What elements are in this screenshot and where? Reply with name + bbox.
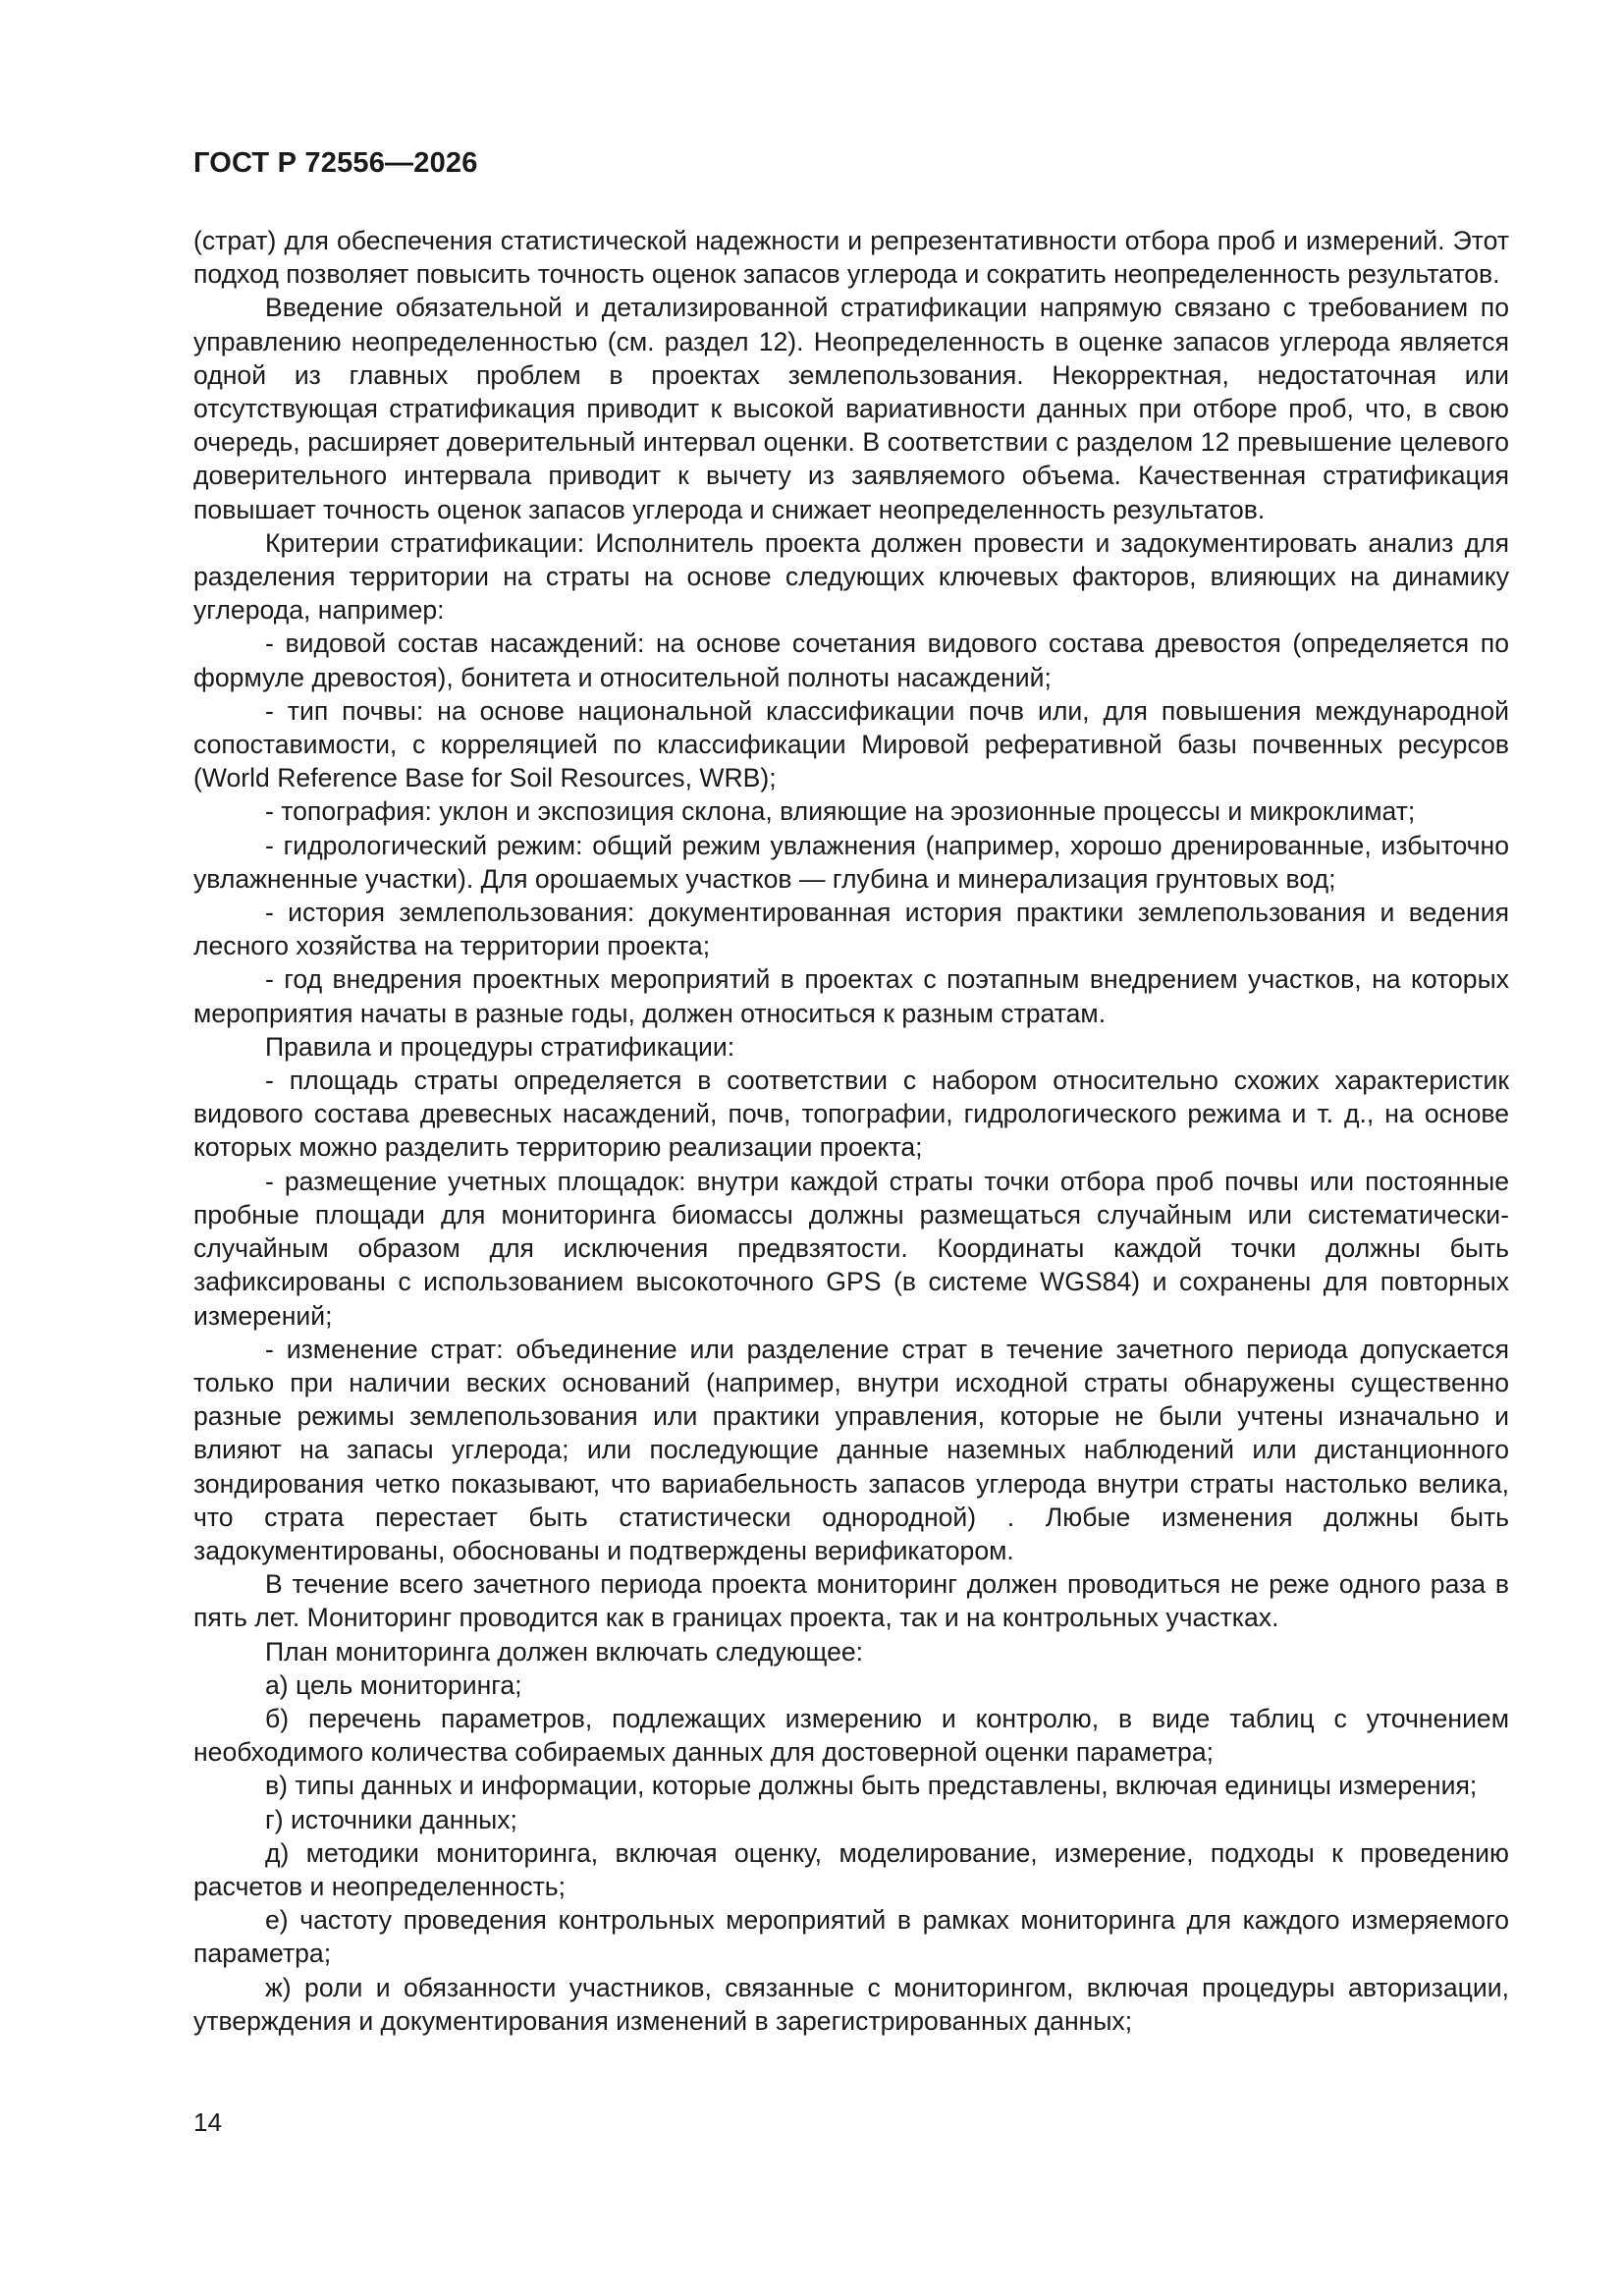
document-code-header: ГОСТ Р 72556—2026	[193, 147, 478, 179]
list-item-a: а) цель мониторинга;	[265, 1669, 522, 1700]
paragraph-1: (страт) для обеспечения статистической надежности и репрезентативности отбора проб и измерений. Этот подход позволяет повысить точность оценок запасов углерода и сократить неопределенность результатов.	[193, 226, 1509, 290]
paragraph-2: Введение обязательной и детализированной стратификации напрямую связано с требованием по управлению неопределенностью (см. раздел 12). Неопределенность в оценке запасов углерода является одной из главных проблем в проектах землепользования. Некорректная, недостаточная или отсутствующая стратификация приводит к высокой вариативности данных при отборе проб, что, в свою очередь, расширяет доверительный интервал оценки. В соответствии с разделом 12 превышение целевого доверительного интервала приводит к вычету из заявляемого объема. Качественная стратификация повышает точность оценок запасов углерода и снижает неопределенность результатов.	[193, 293, 1509, 524]
list-item-hydrology: - гидрологический режим: общий режим увлажнения (например, хорошо дренированные, избыточно увлажненные участки). Для орошаемых участков — глубина и минерализация грунтовых вод;	[193, 830, 1509, 894]
list-item-soil: - тип почвы: на основе национальной классификации почв или, для повышения международной сопоставимости, с корреляцией по классификации Мировой реферативной базы почвенных ресурсов (World Reference Base for Soil Resources, WRB);	[193, 695, 1509, 793]
list-item-g: г) источники данных;	[265, 1804, 517, 1834]
list-item-zh: ж) роли и обязанности участников, связанные с мониторингом, включая процедуры авторизации, утверждения и документирования изменений в зарегистрированных данных;	[193, 1972, 1509, 2036]
list-item-topography: - топография: уклон и экспозиция склона, влияющие на эрозионные процессы и микроклимат;	[265, 796, 1416, 827]
list-item-implementation-year: - год внедрения проектных мероприятий в проектах с поэтапным внедрением участков, на которых мероприятия начаты в разные годы, должен относиться к разным стратам.	[193, 964, 1509, 1028]
body-text	[193, 224, 1509, 2038]
list-item-stratum-change: - изменение страт: объединение или разделение страт в течение зачетного периода допускается только при наличии веских оснований (например, внутри исходной страты обнаружены существенно разные режимы землепользования или практики управления, которые не были учтены изначально и влияют на запасы углерода; или последующие данные наземных наблюдений или дистанционного зондирования четко показывают, что вариабельность запасов углерода внутри страты настолько велика, что страта перестает быть статистически однородной) . Любые изменения должны быть задокументированы, обоснованы и подтверждены верификатором.	[193, 1334, 1509, 1565]
paragraph-rules-heading: Правила и процедуры стратификации:	[265, 1031, 735, 1062]
list-item-land-history: - история землепользования: документированная история практики землепользования и ведения лесного хозяйства на территории проекта;	[193, 898, 1509, 961]
paragraph-3: Критерии стратификации: Исполнитель проекта должен провести и задокументировать анализ для разделения территории на страты на основе следующих ключевых факторов, влияющих на динамику углерода, например:	[193, 527, 1509, 626]
list-item-d: д) методики мониторинга, включая оценку, моделирование, измерение, подходы к проведению расчетов и неопределенность;	[193, 1837, 1509, 1901]
paragraph-monitoring-plan: План мониторинга должен включать следующее:	[265, 1636, 864, 1667]
list-item-plot-placement: - размещение учетных площадок: внутри каждой страты точки отбора проб почвы или постоянные пробные площади для мониторинга биомассы должны размещаться случайным или систематически-случайным образом для исключения предвзятости. Координаты каждой точки должны быть зафиксированы с использованием высокоточного GPS (в системе WGS84) и сохранены для повторных измерений;	[193, 1166, 1509, 1331]
list-item-species: - видовой состав насаждений: на основе сочетания видового состава древостоя (определяется по формуле древостоя), бонитета и относительной полноты насаждений;	[193, 629, 1509, 692]
page-number: 14	[193, 2107, 222, 2137]
list-item-e: е) частоту проведения контрольных мероприятий в рамках мониторинга для каждого измеряемого параметра;	[193, 1905, 1509, 1969]
list-item-b: б) перечень параметров, подлежащих измерению и контролю, в виде таблиц с уточнением необходимого количества собираемых данных для достоверной оценки параметра;	[193, 1703, 1509, 1768]
list-item-stratum-area: - площадь страты определяется в соответствии с набором относительно схожих характеристик видового состава древесных насаждений, почв, топографии, гидрологического режима и т. д., на основе которых можно разделить территорию реализации проекта;	[193, 1066, 1509, 1163]
paragraph-monitoring-frequency: В течение всего зачетного периода проекта мониторинг должен проводиться не реже одного раза в пять лет. Мониторинг проводится как в границах проекта, так и на контрольных участках.	[193, 1569, 1509, 1633]
list-item-v: в) типы данных и информации, которые должны быть представлены, включая единицы измерения;	[265, 1771, 1478, 1801]
